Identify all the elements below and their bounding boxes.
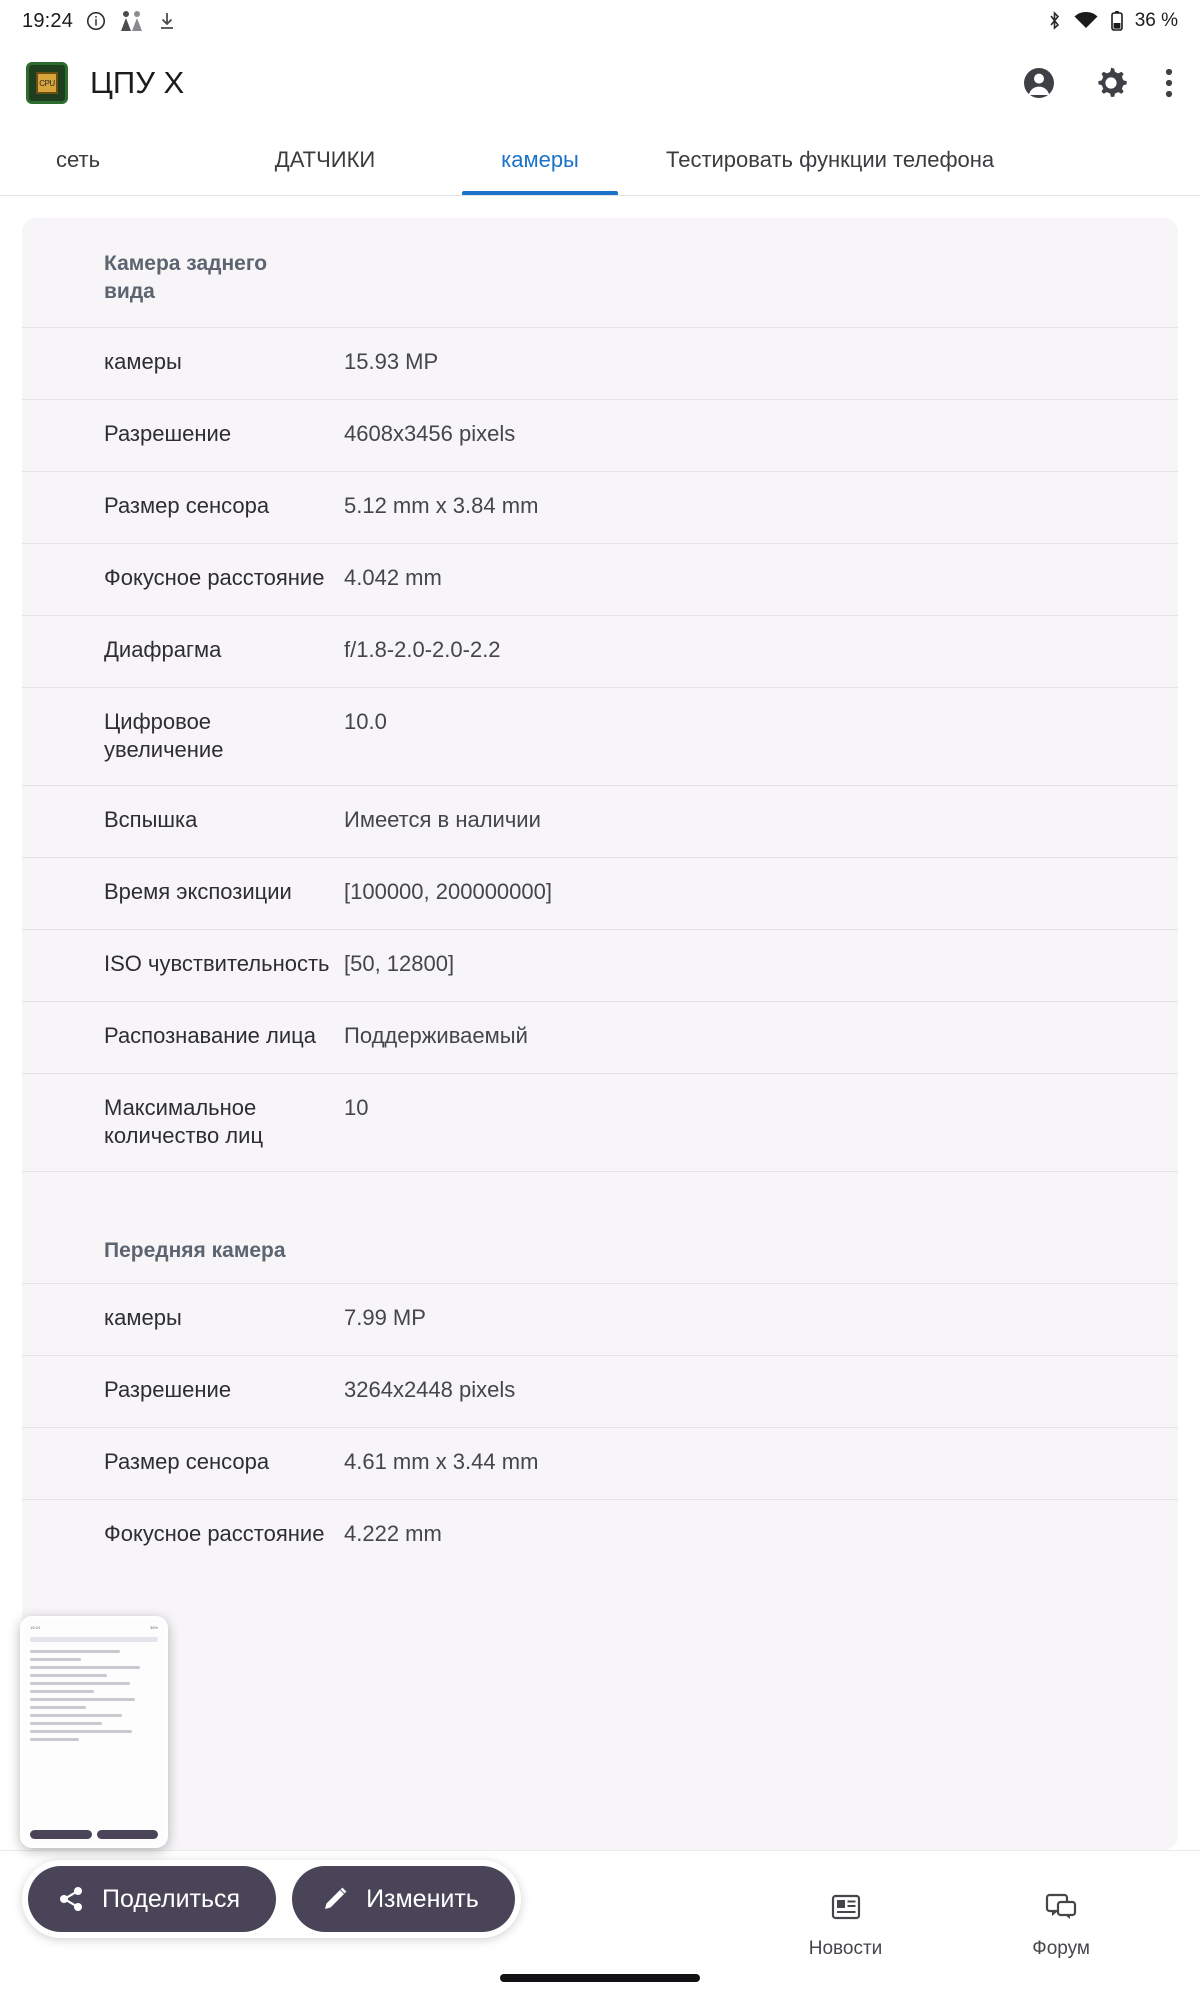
bottom-nav [809,1891,1200,1960]
section-divider [22,1171,1178,1227]
row-key: камеры [104,348,182,374]
tab-sensors[interactable]: ДАТЧИКИ [274,146,376,172]
row-value: Поддерживаемый [344,1022,528,1048]
row-value: [100000, 200000000] [344,878,552,904]
row-key: Фокусное расстояние [104,564,325,590]
row-key: Диафрагма [104,636,222,662]
thumb-battery: 36% [149,1625,158,1630]
table-row [22,327,1178,399]
bottom-nav-label: Новости [808,1938,883,1959]
table-row [22,785,1178,857]
row-key: Размер сенсора [104,492,270,518]
edit-pencil-icon [320,1884,350,1914]
forum-icon [1044,1891,1078,1928]
overflow-menu-icon[interactable] [1164,64,1174,102]
table-row [22,399,1178,471]
bluetooth-icon [1047,10,1063,32]
thumb-line [30,1666,140,1669]
table-row [22,1073,1178,1171]
thumb-line [30,1698,135,1701]
status-clock: 19:24 [22,9,74,32]
row-key: камеры [104,1305,182,1331]
thumb-action-pills [30,1830,158,1839]
app-logo-icon [26,62,68,104]
section-title-front-camera: Передняя камера [104,1239,286,1263]
tab-network[interactable]: сеть [56,146,101,172]
table-row [22,615,1178,687]
row-value: f/1.8-2.0-2.0-2.2 [344,636,501,662]
section-title-rear-camera: Камера заднего вида [104,252,268,304]
gesture-nav-bar[interactable] [500,1974,700,1982]
content-area [0,196,1200,1850]
table-row [22,1283,1178,1355]
app-bar-actions [1020,64,1174,102]
row-value: 4.61 mm x 3.44 mm [344,1449,539,1475]
tab-cameras[interactable]: камеры [440,124,640,195]
thumb-line [30,1658,81,1661]
download-icon [157,10,177,32]
app-title: ЦПУ Х [90,65,185,100]
share-button[interactable] [28,1866,276,1932]
row-value: 4.222 mm [344,1521,442,1547]
row-key: Размер сенсора [104,1449,270,1475]
bottom-nav-label: Форум [1032,1938,1090,1959]
row-value: [50, 12800] [344,950,455,976]
gear-icon[interactable] [1092,64,1130,102]
share-icon [56,1884,86,1914]
tab-bar [0,124,1200,196]
table-row [22,1001,1178,1073]
row-value: Имеется в наличии [344,806,541,832]
thumb-clock: 19:24 [30,1625,41,1630]
status-bar-left [22,9,177,33]
row-key: Распознавание лица [104,1022,316,1048]
battery-percent: 36 % [1134,10,1178,31]
table-row [22,1355,1178,1427]
row-value: 10.0 [344,708,387,734]
table-row [22,543,1178,615]
bottom-nav-forum[interactable] [1032,1891,1090,1960]
edit-button[interactable] [292,1866,515,1932]
screenshot-action-bar [22,1860,521,1938]
row-key: Разрешение [104,420,232,446]
thumb-status-row [30,1625,158,1630]
status-bar-right [1047,9,1178,33]
row-key: Разрешение [104,1377,232,1403]
thumb-line [30,1706,86,1709]
row-value: 4.042 mm [344,564,442,590]
thumb-pill [30,1830,92,1839]
row-key: Вспышка [104,806,198,832]
table-row [22,1427,1178,1499]
wifi-icon [1073,10,1099,32]
row-value: 7.99 MP [344,1305,426,1331]
app-notification-icon [119,9,145,33]
table-row [22,471,1178,543]
row-key: Цифровое увеличение [104,708,224,763]
row-value: 15.93 MP [344,348,439,374]
row-key: Время экспозиции [104,878,292,904]
bottom-nav-news[interactable] [809,1891,883,1960]
row-value: 4608x3456 pixels [344,420,516,446]
app-logo-label: CPU [36,72,58,94]
thumb-app-bar [30,1637,158,1642]
thumb-line [30,1730,132,1733]
edit-button-label: Изменить [366,1884,479,1913]
thumb-line [30,1674,107,1677]
screenshot-thumbnail[interactable] [20,1616,168,1848]
table-row [22,929,1178,1001]
thumb-pill [97,1830,159,1839]
row-value: 3264x2448 pixels [344,1377,516,1403]
thumb-line [30,1650,120,1653]
screenshot-thumbnail-preview [23,1619,165,1845]
tab-phone-tests[interactable]: Тестировать функции телефона [666,146,995,172]
table-row [22,1499,1178,1571]
thumb-line [30,1738,79,1741]
info-icon [85,10,107,32]
thumb-line [30,1722,102,1725]
account-icon[interactable] [1020,64,1058,102]
status-bar [0,0,1200,42]
row-key: Максимальное количество лиц [104,1094,264,1149]
share-button-label: Поделиться [102,1884,241,1913]
row-key: Фокусное расстояние [104,1521,325,1547]
row-key: ISO чувствительность [104,950,330,976]
row-value: 10 [344,1094,369,1120]
thumb-line [30,1682,130,1685]
thumb-line [30,1714,122,1717]
thumb-line [30,1690,94,1693]
table-row [22,857,1178,929]
app-bar [0,42,1200,124]
row-value: 5.12 mm x 3.84 mm [344,492,539,518]
battery-icon [1109,9,1125,33]
news-icon [829,1891,863,1928]
table-row [22,687,1178,785]
camera-info-card [22,218,1178,1850]
